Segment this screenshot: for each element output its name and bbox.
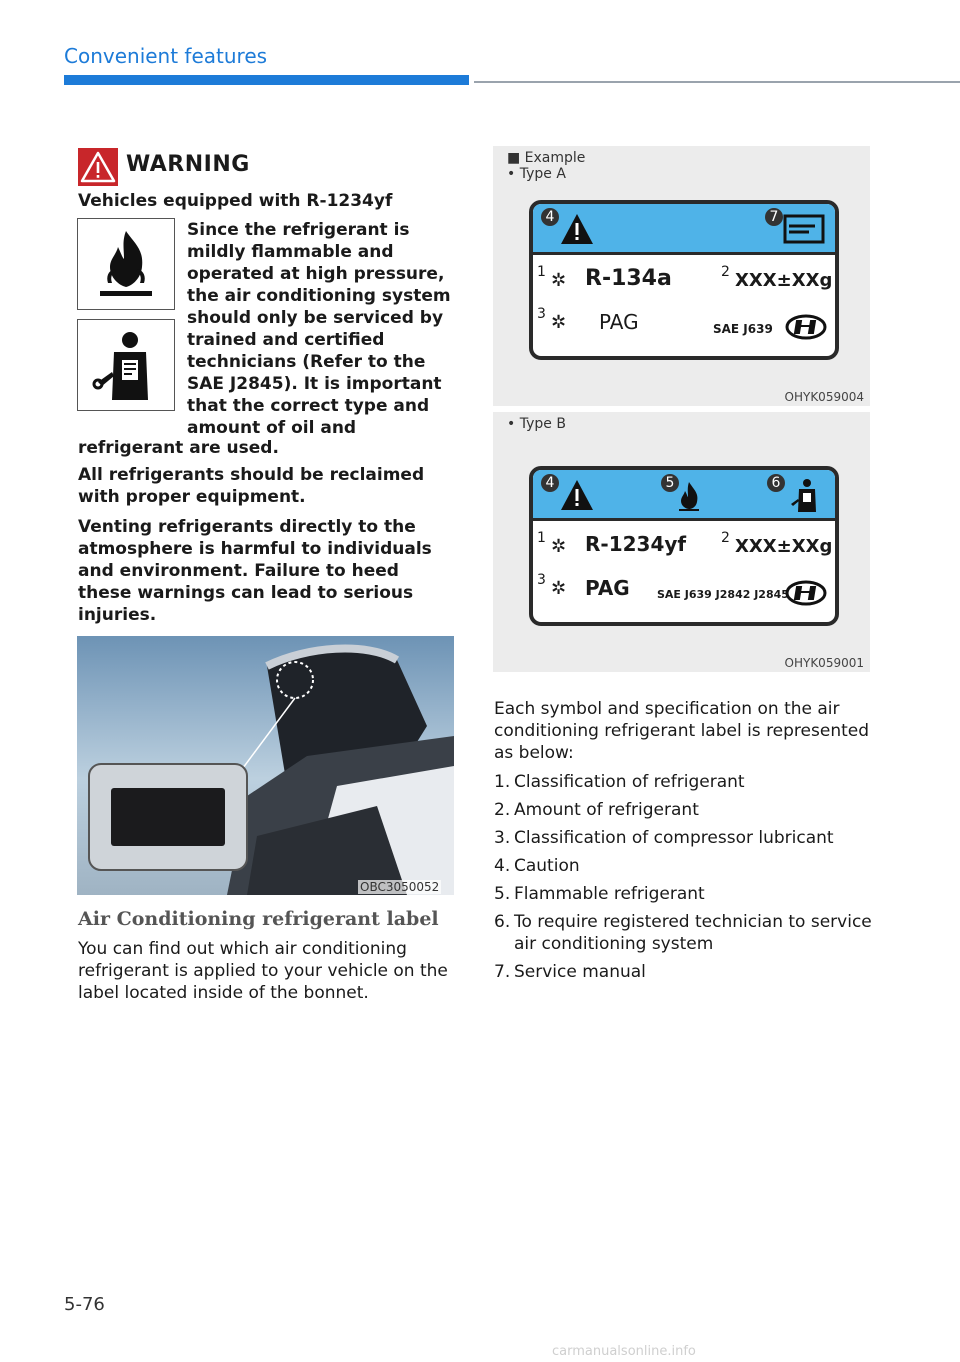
lubricant-icon: ✲ — [551, 578, 567, 599]
refrigerant-icon: ✲ — [551, 270, 567, 291]
list-item: 2. Amount of refrigerant — [494, 800, 699, 820]
photo-code: OBC3050052 — [360, 880, 440, 894]
section-title: Convenient features — [64, 44, 268, 68]
figure-code-a: OHYK059004 — [784, 390, 864, 404]
warning-title: WARNING — [126, 152, 250, 177]
marker-1: 1 — [537, 264, 546, 280]
figure-type-a — [493, 146, 870, 406]
header-accent-bar — [64, 75, 469, 85]
lubricant-type-b: PAG — [585, 576, 630, 600]
hyundai-logo-icon — [785, 580, 827, 606]
ac-label-heading: Air Conditioning refrigerant label — [78, 908, 439, 930]
lubricant-type-a: PAG — [599, 310, 639, 334]
marker-3: 3 — [537, 572, 546, 588]
technician-pictogram — [77, 319, 175, 411]
list-item: 7. Service manual — [494, 962, 646, 982]
warning-subtitle: Vehicles equipped with R-1234yf — [78, 191, 393, 211]
list-item: 5. Flammable refrigerant — [494, 884, 705, 904]
symbol-intro: Each symbol and specification on the air conditioning refrigerant label is represented as below: — [494, 699, 870, 763]
caution-icon — [559, 478, 595, 512]
standard-type-a: SAE J639 — [713, 322, 773, 336]
bonnet-photo — [77, 636, 454, 895]
page-number: 5-76 — [64, 1294, 105, 1315]
list-item: 4. Caution — [494, 856, 580, 876]
label-card-a-header — [533, 204, 835, 255]
list-item: 3. Classification of compressor lubricant — [494, 828, 834, 848]
service-manual-icon — [779, 212, 827, 246]
warning-text-para1: Since the refrigerant is mildly flammable and operated at high pressure, the air conditioning system should only be serviced by trained and certified technicians (Refer to the SAE J2845). It is important that the correct type and amount of oil and — [187, 220, 451, 438]
list-item: 1. Classification of refrigerant — [494, 772, 745, 792]
refrigerant-icon: ✲ — [551, 536, 567, 557]
flame-icon — [675, 478, 703, 512]
flame-icon — [78, 219, 174, 309]
ac-label-body: You can find out which air conditioning refrigerant is applied to your vehicle on the label located inside of the bonnet. — [78, 939, 448, 1003]
header-rule — [474, 81, 960, 83]
marker-7: 7 — [765, 208, 783, 226]
label-card-b — [529, 466, 839, 626]
lubricant-icon: ✲ — [551, 312, 567, 333]
example-label: ■ Example — [507, 150, 586, 166]
watermark: carmanualsonline.info — [552, 1344, 696, 1359]
warning-text-para2: All refrigerants should be reclaimed with proper equipment. — [78, 465, 425, 507]
hyundai-logo-icon — [785, 314, 827, 340]
marker-1: 1 — [537, 530, 546, 546]
marker-6: 6 — [767, 474, 785, 492]
type-a-label: • Type A — [507, 166, 566, 182]
refrigerant-type-a: R-134a — [585, 266, 672, 291]
marker-2: 2 — [721, 264, 730, 280]
standard-type-b: SAE J639 J2842 J2845 — [657, 588, 789, 601]
figure-type-b — [493, 412, 870, 672]
technician-icon — [787, 476, 823, 514]
marker-2: 2 — [721, 530, 730, 546]
label-card-a — [529, 200, 839, 360]
marker-3: 3 — [537, 306, 546, 322]
refrigerant-type-b: R-1234yf — [585, 532, 687, 556]
technician-icon — [78, 320, 174, 410]
warning-text-para1-cont: refrigerant are used. — [78, 438, 279, 458]
figure-code-b: OHYK059001 — [784, 656, 864, 670]
warning-triangle-icon — [78, 148, 118, 186]
marker-5: 5 — [661, 474, 679, 492]
marker-4: 4 — [541, 474, 559, 492]
flammable-pictogram — [77, 218, 175, 310]
marker-4: 4 — [541, 208, 559, 226]
type-b-label: • Type B — [507, 416, 566, 432]
caution-icon — [559, 212, 595, 246]
label-card-b-header — [533, 470, 835, 521]
amount-type-b: XXX±XXg — [735, 536, 833, 557]
warning-text-para3: Venting refrigerants directly to the atmosphere is harmful to individuals and environment. Failure to heed these warnings can lead to serious injuries. — [78, 517, 432, 625]
amount-type-a: XXX±XXg — [735, 270, 833, 291]
symbol-list — [494, 771, 874, 989]
list-item: 6. To require registered technician to service air conditioning system — [494, 912, 872, 954]
